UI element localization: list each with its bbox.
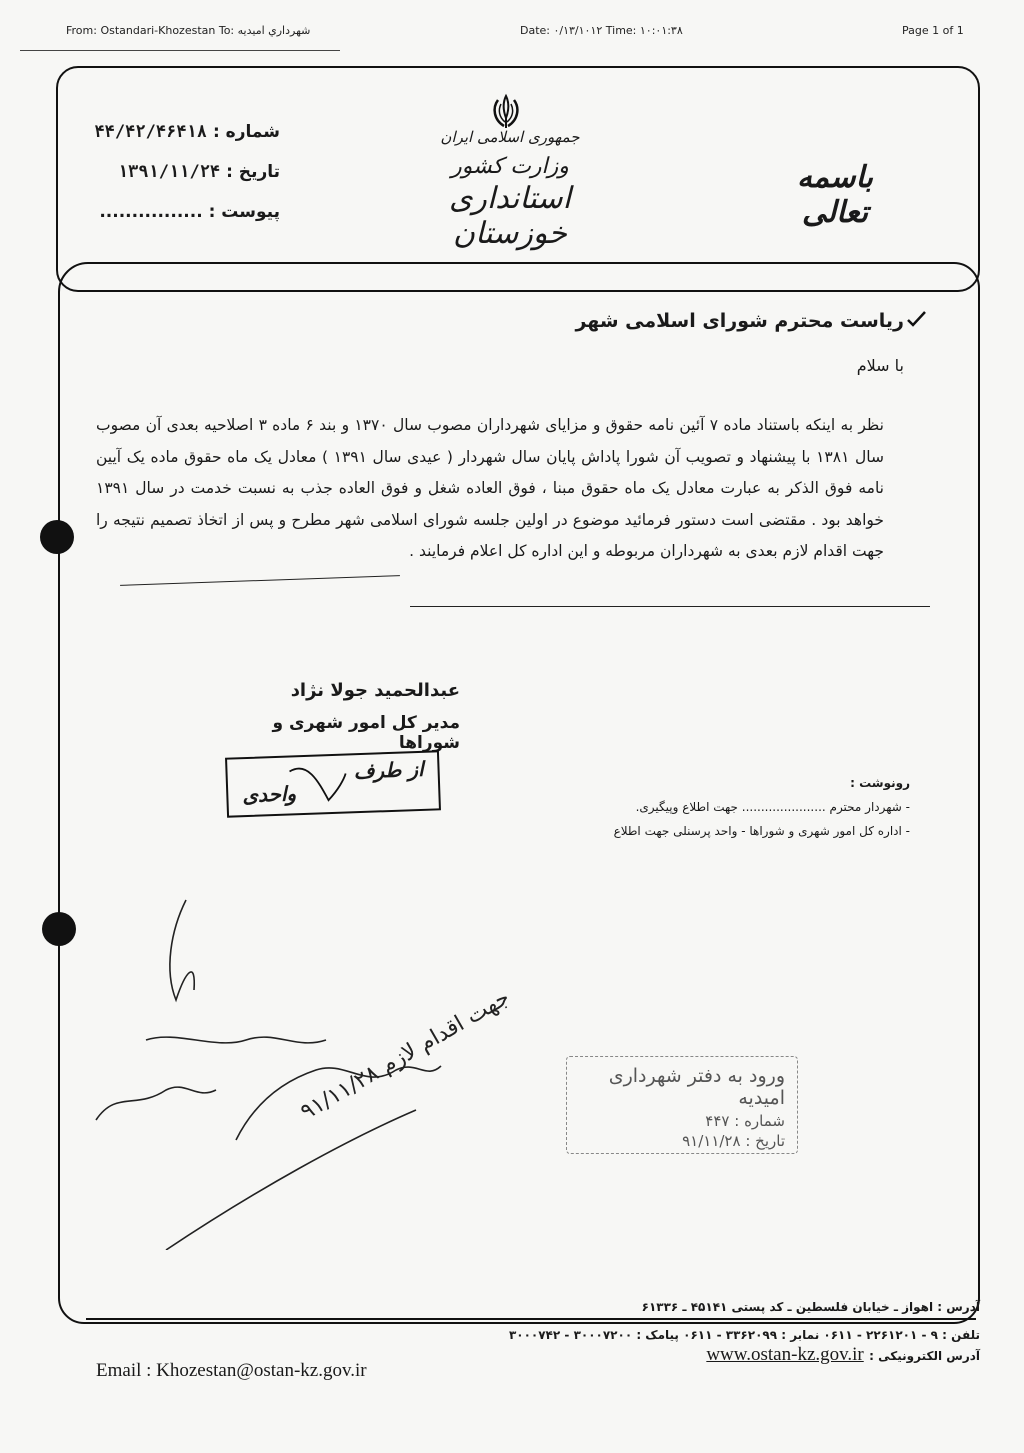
receipt-date: ۹۱/۱۱/۲۸ bbox=[682, 1132, 741, 1150]
cc-title: رونوشت : bbox=[850, 776, 910, 790]
handwritten-note bbox=[76, 890, 516, 1250]
handwritten-text: جهت اقدام لازم ۹۱/۱۱/۲۸ bbox=[296, 985, 515, 1126]
republic-title: جمهوری اسلامی ایران bbox=[440, 128, 580, 146]
punch-hole bbox=[40, 520, 74, 554]
letter-number-row bbox=[60, 112, 280, 152]
fax-divider bbox=[20, 50, 340, 51]
fax-date: Date: ۰/۱۳/۱۰۱۲ Time: ۱۰:۰۱:۳۸ bbox=[520, 24, 683, 37]
signer-block bbox=[220, 680, 460, 753]
footer-email: Email : Khozestan@ostan-kz.gov.ir bbox=[96, 1360, 367, 1381]
cc-block bbox=[580, 776, 910, 838]
number-label: شماره : bbox=[212, 122, 280, 142]
signature-scribble-icon bbox=[287, 759, 348, 805]
stamp-top-text: از طرف bbox=[353, 756, 424, 784]
receipt-stamp bbox=[566, 1056, 798, 1154]
footer-address: آدرس : اهواز ـ خیابان فلسطین ـ کد پستی ۴۵۱۴۱ ـ ۶۱۳۳۶ bbox=[641, 1300, 980, 1314]
receipt-number: ۴۴۷ bbox=[705, 1112, 730, 1130]
checkmark-icon bbox=[904, 306, 928, 330]
cc-line: - اداره کل امور شهری و شوراها - واحد پرسنلی جهت اطلاع bbox=[613, 824, 910, 838]
attachment-value: ................ bbox=[99, 202, 203, 222]
basmala: باسمه تعالی bbox=[796, 160, 874, 230]
punch-hole bbox=[42, 912, 76, 946]
signer-title: مدیر کل امور شهری و شوراها bbox=[272, 713, 460, 753]
stamp-bottom-text: واحدی bbox=[241, 781, 297, 808]
letter-date: ۱۳۹۱/۱۱/۲۴ bbox=[117, 162, 221, 182]
iran-emblem-icon bbox=[486, 92, 526, 132]
ministry-title: وزارت کشور bbox=[451, 154, 569, 179]
fax-from: From: Ostandari-Khozestan To: شهرداري اميديه bbox=[66, 24, 311, 37]
letter-date-row bbox=[60, 152, 280, 192]
letter-body: نظر به اینکه باستناد ماده ۷ آئین نامه حقوق و مزایای شهرداران مصوب سال ۱۳۷۰ و بند ۶ ماده ۳ اصلاحیه بعدی آن مصوب سال ۱۳۸۱ با پیشنهاد و تصویب آن شورا پاداش پایان سال شهردار ( عیدی سال ۱۳۹۱ ) معادل یک ماه حقوق ماده یک آیین نامه فوق الذکر به عبارت معادل یک ماه حقوق مبنا ، فوق العاده شغل و فوق العاده جذب به نسبت خدمت در سال ۱۳۹۱ خواهد بود . مقتضی است دستور فرمائید موضوع در اولین جلسه شورای اسلامی شهر مطرح و پس از اتخاذ تصمیم نتیجه را جهت اقدام لازم بعدی به شهرداران مربوطه و این اداره کل اعلام فرمایند . bbox=[96, 416, 884, 560]
greeting: با سلام bbox=[856, 356, 904, 375]
fax-page: Page 1 of 1 bbox=[902, 24, 964, 37]
web-label: آدرس الکترونیکی : bbox=[869, 1349, 980, 1363]
receipt-number-label: شماره : bbox=[734, 1112, 785, 1130]
footer-divider bbox=[86, 1318, 976, 1320]
website-link[interactable]: www.ostan-kz.gov.ir bbox=[706, 1344, 864, 1365]
ministry-block bbox=[410, 128, 610, 251]
date-label: تاریخ : bbox=[226, 162, 280, 182]
receipt-date-row bbox=[567, 1131, 797, 1151]
receipt-number-row bbox=[567, 1111, 797, 1131]
governorate-title: استانداری خوزستان bbox=[448, 181, 572, 251]
letter-meta bbox=[60, 112, 280, 232]
signer-name: عبدالحمید جولا نژاد bbox=[290, 680, 460, 701]
cc-line: - شهردار محترم ...................... جهت اطلاع وپیگیری. bbox=[635, 800, 910, 814]
signature-stamp bbox=[225, 750, 441, 817]
receipt-title: ورود به دفتر شهرداری امیدیه bbox=[608, 1065, 785, 1109]
footer-web bbox=[706, 1344, 980, 1366]
attachment-label: پیوست : bbox=[208, 202, 280, 222]
recipient: ریاست محترم شورای اسلامی شهر bbox=[575, 310, 904, 332]
fax-header bbox=[0, 24, 1024, 48]
attachment-row bbox=[60, 192, 280, 232]
letter-number: ۴۴/۴۲/۴۶۴۱۸ bbox=[94, 122, 208, 142]
receipt-date-label: تاریخ : bbox=[745, 1132, 785, 1150]
underline-mark bbox=[410, 606, 930, 607]
footer-phones: تلفن : ۹ - ۲۲۶۱۲۰۱ - ۰۶۱۱ نمابر : ۳۳۶۲۰۹۹ - ۰۶۱۱ پیامک : ۳۰۰۰۷۲۰۰ - ۳۰۰۰۷۴۲ bbox=[508, 1328, 980, 1342]
